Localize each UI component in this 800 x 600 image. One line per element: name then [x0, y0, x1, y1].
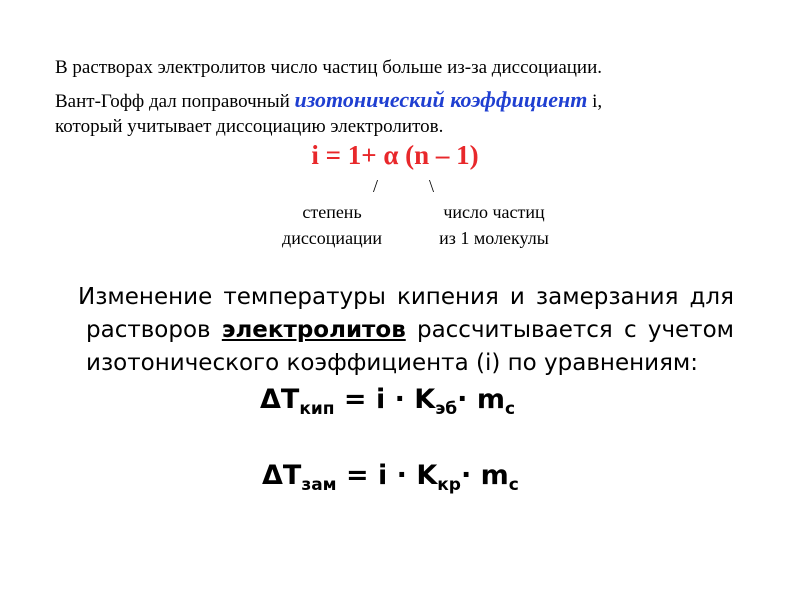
eq-freeze-end: · m [460, 460, 509, 491]
intro-line-1: В растворах электролитов число частиц больше из-за диссоциации. [55, 57, 603, 78]
arrow-left-slash: / [373, 176, 379, 196]
intro-line-3: который учитывает диссоциацию электролитов. [55, 116, 444, 137]
eq-boil-sub-kip: кип [299, 399, 335, 419]
annotation-right-line-2: из 1 молекулы [439, 228, 549, 248]
eq-freeze-sub-zam: зам [301, 475, 337, 495]
paragraph-word: замерзания [535, 284, 679, 310]
paragraph-word: Изменение [78, 284, 213, 310]
eq-freeze-sub-kr: кр [437, 475, 461, 495]
intro-line-2-suffix: i, [587, 91, 603, 112]
paragraph-line-3-text: изотонического коэффициента (i) по уравнениям: [86, 350, 699, 376]
paragraph-word: рассчитывается [416, 317, 613, 343]
paragraph-line-1 [78, 281, 734, 314]
intro-line-2-prefix: Вант-Гофф дал поправочный [55, 91, 295, 112]
paragraph-word: кипения [396, 284, 499, 310]
paragraph-word: учетом [647, 317, 734, 343]
paragraph-word: растворов [86, 317, 211, 343]
annotation-left-line-2: диссоциации [282, 228, 382, 248]
paragraph-word: для [689, 284, 734, 310]
annotation-dissociation-degree [262, 199, 402, 251]
eq-freeze-mid: = i · K [336, 460, 438, 491]
paragraph-line-2 [78, 314, 734, 347]
paragraph-line-3 [78, 347, 734, 380]
annotation-particle-count [414, 199, 574, 251]
paragraph-word: и [509, 284, 525, 310]
eq-freeze-delta: ΔT [262, 460, 302, 491]
eq-boil-sub-c: c [504, 399, 516, 419]
paragraph-word: температуры [223, 284, 386, 310]
eq-boil-mid: = i · K [334, 384, 436, 415]
annotation-right-line-1: число частиц [443, 202, 545, 222]
annotation-left-line-1: степень [302, 202, 362, 222]
arrow-right-backslash: \ [429, 176, 435, 196]
eq-boil-delta: ΔT [260, 384, 300, 415]
eq-boil-end: · m [457, 384, 505, 415]
explanation-paragraph [78, 281, 734, 380]
electrolytes-emphasis: электролитов [221, 317, 406, 343]
eq-boil-sub-eb: эб [435, 399, 458, 419]
eq-freeze-sub-c: c [508, 475, 519, 495]
paragraph-word: с [623, 317, 637, 343]
freezing-point-equation [262, 460, 519, 495]
isotonic-coefficient-term: изотонический коэффициент [294, 87, 588, 112]
boiling-point-equation [260, 384, 515, 419]
intro-line-2 [55, 87, 602, 113]
isotonic-formula: i = 1+ α (n – 1) [311, 140, 479, 170]
